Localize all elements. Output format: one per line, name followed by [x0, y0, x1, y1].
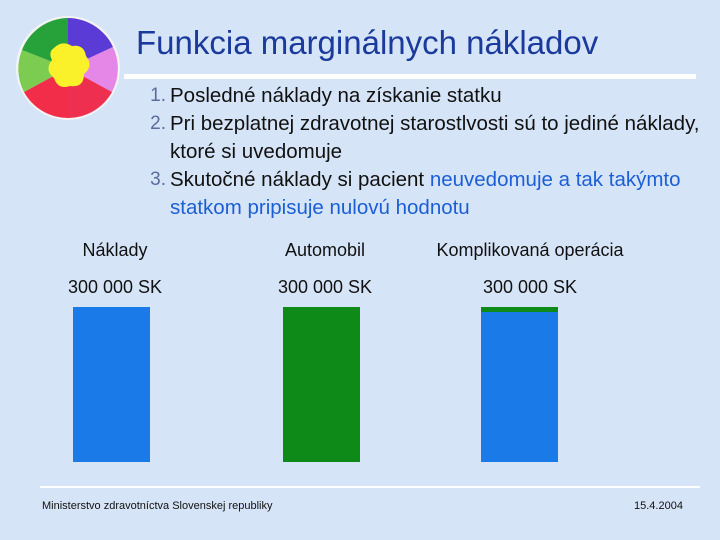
list-item-highlight: neuvedomuje a tak takýmto statkom pripisuje nulovú hodnotu — [170, 168, 681, 219]
bar-automobil — [283, 307, 360, 462]
column-header-operacia: Komplikovaná operácia — [436, 240, 624, 260]
bullet-list — [100, 82, 700, 222]
column-header-automobil: Automobil — [284, 240, 366, 260]
footer-organization: Ministerstvo zdravotníctva Slovenskej republiky — [42, 500, 273, 512]
bar-naklady — [73, 307, 150, 462]
list-number: 3. — [150, 169, 166, 190]
slide-title: Funkcia marginálnych nákladov — [136, 24, 599, 61]
list-number: 1. — [150, 85, 166, 106]
list-item-text: Skutočné náklady si pacient — [170, 168, 430, 191]
list-item — [100, 110, 700, 166]
bar-operacia-top-band — [481, 307, 558, 312]
list-item-text: Pri bezplatnej zdravotnej starostlvosti sú to jediné náklady, ktoré si uvedomuje — [170, 112, 700, 163]
bar-operacia — [481, 307, 558, 462]
footer-divider — [40, 486, 700, 488]
list-item — [100, 166, 700, 222]
column-value-operacia: 300 000 SK — [482, 277, 578, 297]
list-number: 2. — [150, 113, 166, 134]
title-divider — [124, 74, 696, 79]
footer-date: 15.4.2004 — [634, 500, 683, 512]
column-value-automobil: 300 000 SK — [277, 277, 373, 297]
list-item-text: Posledné náklady na získanie statku — [170, 84, 502, 107]
column-value-naklady: 300 000 SK — [67, 277, 163, 297]
list-item — [100, 82, 700, 110]
column-header-naklady: Náklady — [82, 240, 148, 260]
